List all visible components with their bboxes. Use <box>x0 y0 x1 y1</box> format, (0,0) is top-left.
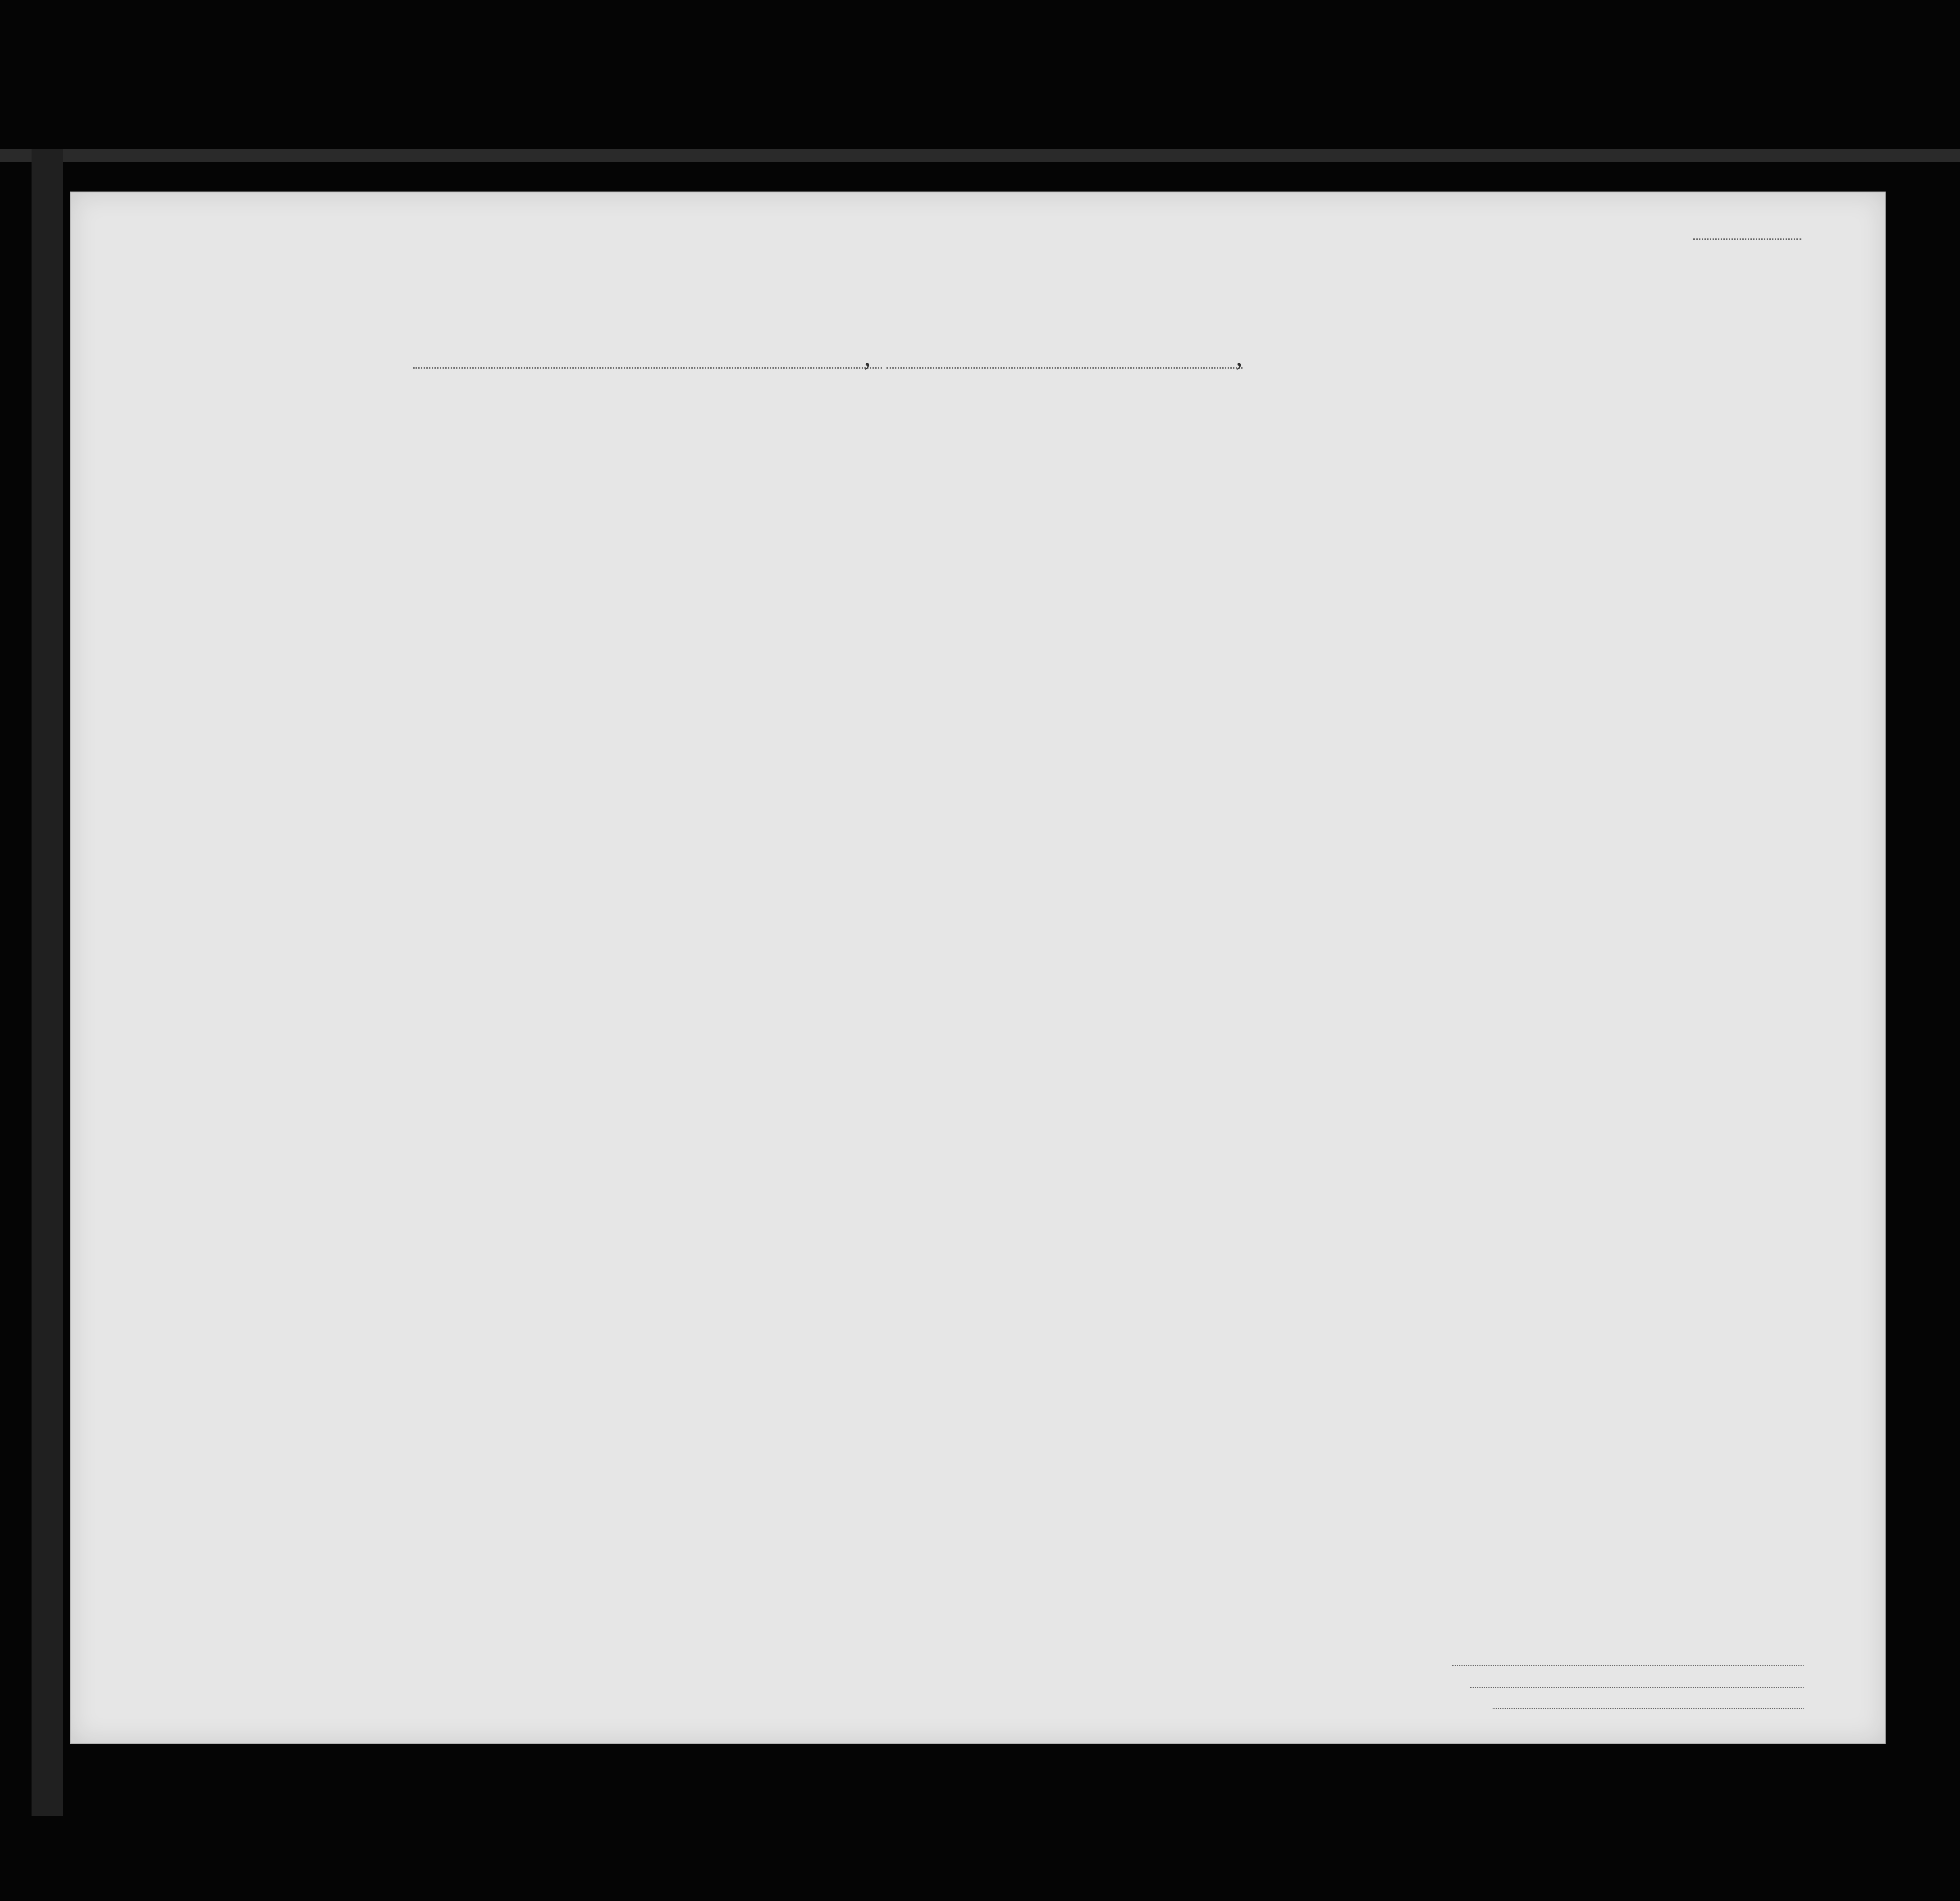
hdr-col24-a <box>1151 447 1178 544</box>
manifest-sheet <box>70 192 1886 1744</box>
hdr-col28 <box>1315 427 1351 544</box>
agents-dotted <box>1493 1708 1804 1709</box>
hdr-col24-c <box>1218 447 1240 544</box>
hdr-col25 <box>1245 427 1272 544</box>
hdr-col29 <box>1363 427 1386 544</box>
comma-sep: , <box>864 342 871 371</box>
hdr-col34-feet <box>1541 517 1552 548</box>
manifest-grid <box>71 192 1885 1743</box>
scan-left-band <box>32 149 63 1816</box>
hdr-col34-inches <box>1558 503 1569 548</box>
hdr-col19 <box>630 443 652 546</box>
hdr-col21 <box>740 422 763 544</box>
line-dotted <box>1452 1665 1804 1666</box>
hdr-col24-b <box>1186 447 1209 544</box>
scan-top-band <box>0 149 1960 162</box>
hdr-col31 <box>1418 427 1436 544</box>
hdr-col27 <box>1296 427 1309 544</box>
hdr-col30 <box>1398 427 1416 544</box>
hdr-col26 <box>1277 427 1290 544</box>
owners-dotted <box>1470 1687 1804 1688</box>
comma-sep-2: , <box>1236 342 1243 371</box>
